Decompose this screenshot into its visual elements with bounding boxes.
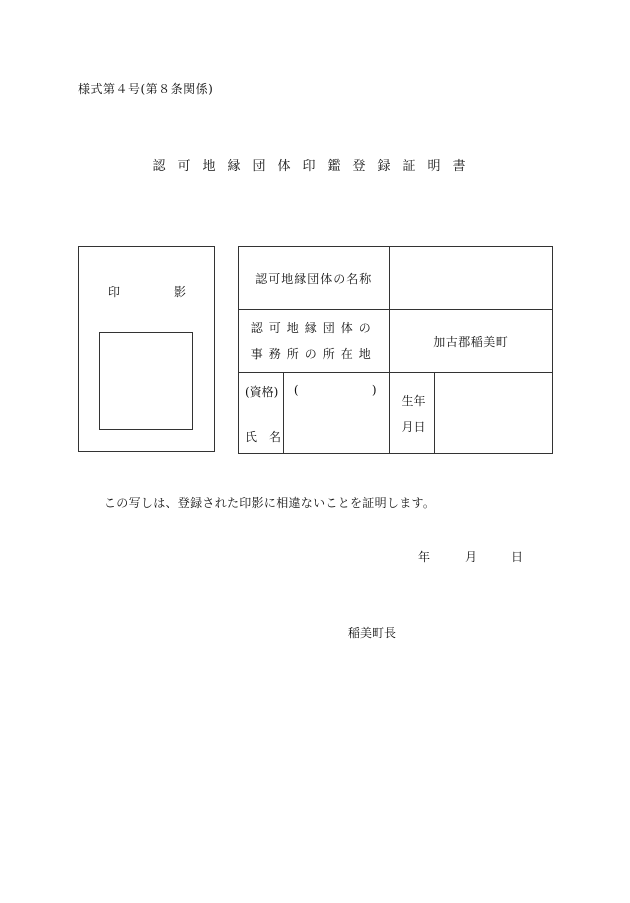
office-label-line1: 認可地縁団体の: [250, 321, 377, 335]
document-title-text: 認可地縁団体印鑑登録証明書: [152, 159, 478, 174]
qualification-close-paren: ): [371, 383, 377, 397]
seal-impression-area: [99, 332, 193, 430]
birth-date-label-cell: [389, 373, 435, 454]
group-name-value: [389, 247, 552, 310]
table-row-office: [239, 310, 553, 373]
birth-label-line2: 月日: [401, 420, 426, 434]
group-name-label: 認可地縁団体の名称: [239, 247, 390, 310]
table-row-representative: [239, 373, 553, 454]
office-address-label: [239, 310, 390, 373]
office-address-value: 加古郡稲美町: [389, 310, 552, 373]
birth-label-line1: 生年: [401, 394, 426, 408]
certification-statement: この写しは、登録された印影に相違ないことを証明します。: [104, 496, 436, 510]
date-month-label: 月: [465, 550, 478, 564]
seal-label-right: 影: [174, 285, 187, 299]
date-day-label: 日: [511, 550, 524, 564]
qualification-label: (資格): [245, 385, 279, 399]
birth-date-value: [435, 373, 553, 454]
qualification-open-paren: (: [293, 383, 299, 397]
date-year-label: 年: [418, 550, 431, 564]
office-label-line2: 事務所の所在地: [250, 347, 377, 361]
seal-label-left: 印: [108, 285, 121, 299]
document-title: [0, 155, 630, 174]
table-row-name: [239, 247, 553, 310]
qualification-name-value-cell: [283, 373, 389, 454]
registration-info-table: [238, 246, 553, 454]
form-number: 様式第４号(第８条関係): [78, 82, 214, 96]
issuer-title: 稲美町長: [348, 626, 397, 640]
qualification-name-label-cell: [239, 373, 284, 454]
person-name-label: 氏 名: [245, 430, 282, 444]
